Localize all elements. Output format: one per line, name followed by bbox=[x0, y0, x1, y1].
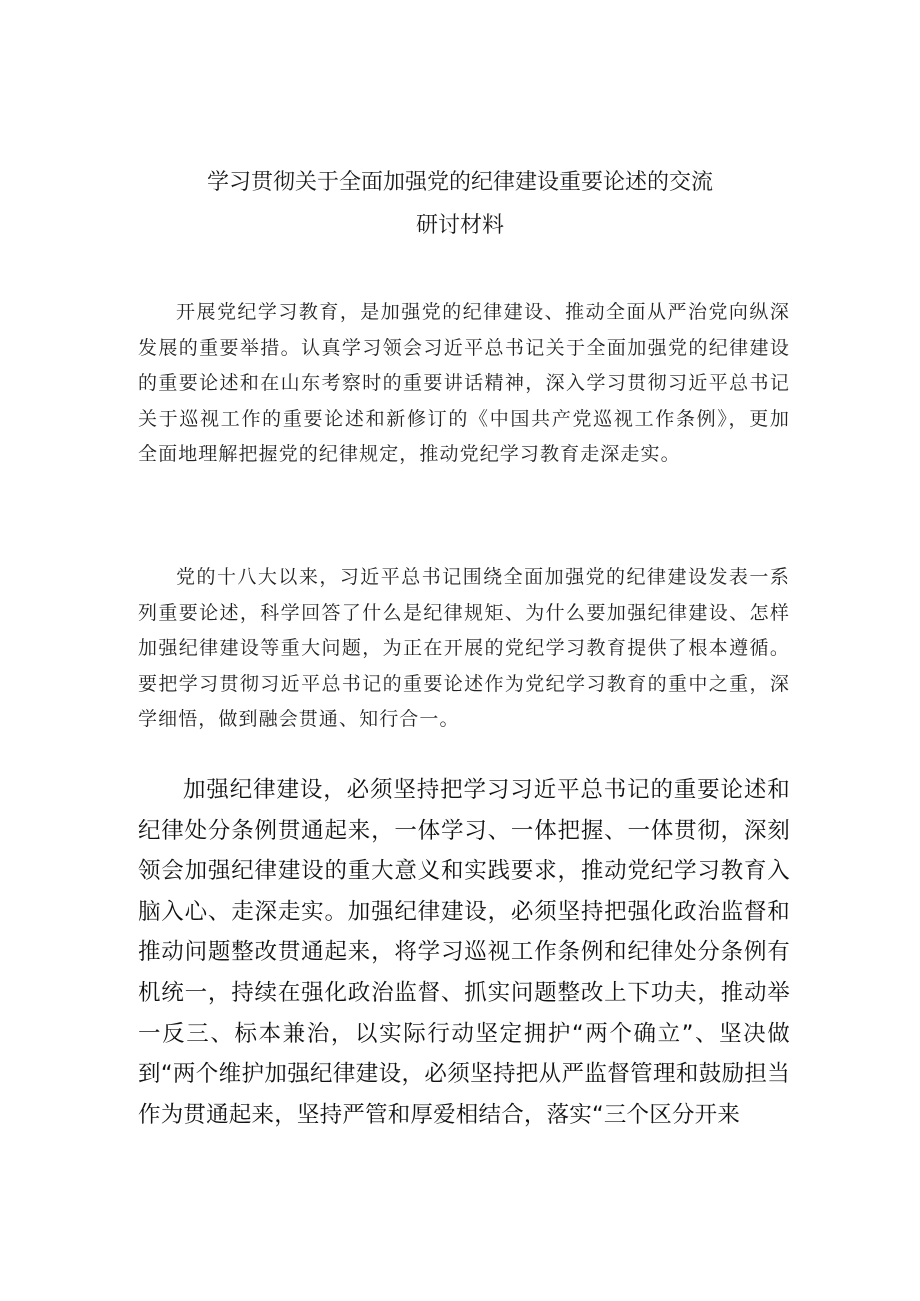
paragraph-1: 开展党纪学习教育，是加强党的纪律建设、推动全面从严治党向纵深发展的重要举措。认真学习领会习近平总书记关于全面加强党的纪律建设的重要论述和在山东考察时的重要讲话精神，深入学习贯彻习近平总书记关于巡视工作的重要论述和新修订的《中国共产党巡视工作条例》，更加全面地理解把握党的纪律规定，推动党纪学习教育走深走实。 bbox=[138, 301, 790, 465]
paragraph-3: 加强纪律建设，必须坚持把学习习近平总书记的重要论述和纪律处分条例贯通起来，一体学习、一体把握、一体贯彻，深刻领会加强纪律建设的重大意义和实践要求，推动党纪学习教育入脑入心、走深走实。加强纪律建设，必须坚持把强化政治监督和推动问题整改贯通起来，将学习巡视工作条例和纪律处分条例有机统一，持续在强化政治监督、抓实问题整改上下功夫，推动举一反三、标本兼治，以实际行动坚定拥护“两个确立”、坚决做到“两个维护加强纪律建设，必须坚持把从严监督管理和鼓励担当作为贯通起来，坚持严管和厚爱相结合，落实“三个区分开来 bbox=[138, 777, 790, 1128]
document-title-line-1: 学习贯彻关于全面加强党的纪律建设重要论述的交流 bbox=[206, 170, 713, 195]
paragraph-2: 党的十八大以来，习近平总书记围绕全面加强党的纪律建设发表一系列重要论述，科学回答了什么是纪律规矩、为什么要加强纪律建设、怎样加强纪律建设等重大问题，为正在开展的党纪学习教育提供了根本遵循。要把学习贯彻习近平总书记的重要论述作为党纪学习教育的重中之重，深学细悟，做到融会贯通、知行合一。 bbox=[138, 566, 790, 730]
document-title-line-2: 研讨材料 bbox=[415, 213, 504, 238]
